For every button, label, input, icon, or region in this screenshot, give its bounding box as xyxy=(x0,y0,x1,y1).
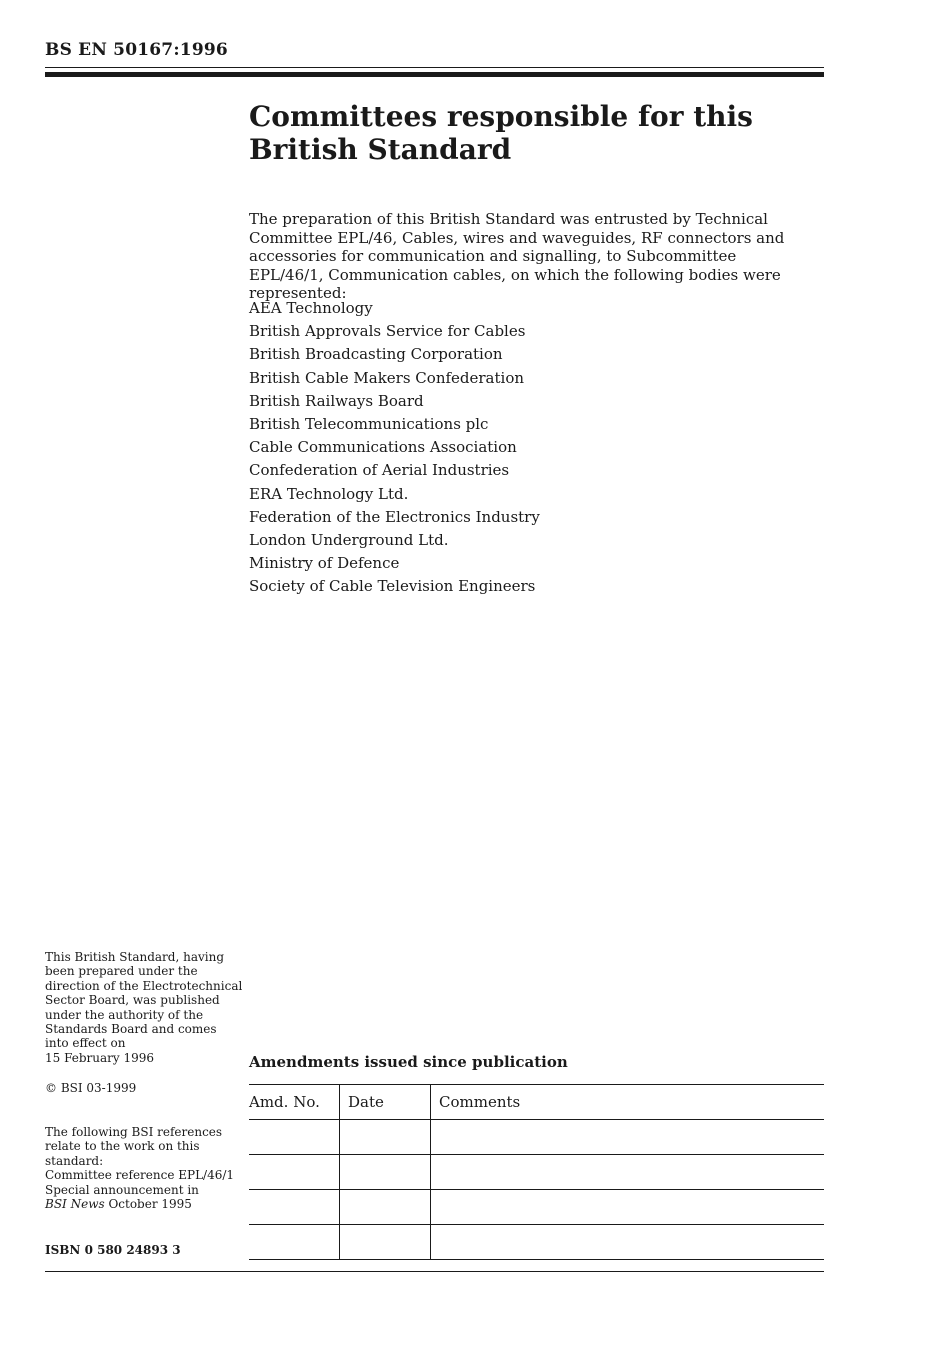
list-item: British Approvals Service for Cables xyxy=(249,322,526,341)
table-cell xyxy=(431,1155,825,1190)
note-line: This British Standard, having xyxy=(45,950,225,964)
table-row xyxy=(249,1190,824,1225)
table-cell xyxy=(249,1225,340,1260)
reference-line: standard: xyxy=(45,1153,104,1168)
list-item: British Cable Makers Confederation xyxy=(249,368,525,387)
note-line: been prepared under the xyxy=(45,964,198,979)
copyright-notice: © BSI 03-1999 xyxy=(45,1081,137,1095)
list-item: London Underground Ltd. xyxy=(249,531,449,550)
note-line: into effect on xyxy=(45,1036,126,1051)
reference-line: Special announcement in xyxy=(45,1182,199,1197)
header-rule-thick xyxy=(45,72,824,77)
column-header-amd-no: Amd. No. xyxy=(249,1085,340,1120)
list-item: British Telecommunications plc xyxy=(249,415,489,434)
list-item: Society of Cable Television Engineers xyxy=(249,577,536,596)
table-cell xyxy=(249,1120,340,1155)
amendments-title: Amendments issued since publication xyxy=(249,1053,568,1071)
title-line-1: Committees responsible for this xyxy=(249,100,753,133)
column-header-date: Date xyxy=(340,1085,431,1120)
committee-reference: Committee reference EPL/46/1 xyxy=(45,1168,235,1183)
column-header-comments: Comments xyxy=(431,1085,825,1120)
note-line: direction of the Electrotechnical xyxy=(45,978,243,993)
title-line-2: British Standard xyxy=(249,133,512,166)
table-cell xyxy=(431,1190,825,1225)
list-item: Ministry of Defence xyxy=(249,554,400,573)
note-line: Standards Board and comes xyxy=(45,1022,217,1037)
bsi-news-title: BSI News xyxy=(45,1197,105,1212)
list-item: British Railways Board xyxy=(249,391,424,410)
table-cell xyxy=(431,1225,825,1260)
table-header-row xyxy=(249,1085,824,1120)
amendments-table xyxy=(249,1084,824,1260)
table-cell xyxy=(340,1155,431,1190)
list-item: British Broadcasting Corporation xyxy=(249,345,503,364)
table-row xyxy=(249,1225,824,1260)
table-row xyxy=(249,1155,824,1190)
publication-note xyxy=(45,950,245,1065)
document-id: BS EN 50167:1996 xyxy=(45,40,228,60)
represented-bodies-list xyxy=(249,297,540,599)
bsi-news-date: October 1995 xyxy=(104,1197,192,1212)
header-rule-thin xyxy=(45,67,824,68)
list-item: Federation of the Electronics Industry xyxy=(249,507,540,526)
page-title xyxy=(249,100,809,166)
table-row xyxy=(249,1120,824,1155)
table-cell xyxy=(340,1225,431,1260)
list-item: Cable Communications Association xyxy=(249,438,517,457)
note-line: Sector Board, was published xyxy=(45,993,220,1008)
table-cell xyxy=(340,1190,431,1225)
list-item: AEA Technology xyxy=(249,299,373,317)
list-item: Confederation of Aerial Industries xyxy=(249,461,510,480)
reference-line: The following BSI references xyxy=(45,1125,223,1139)
bsi-references xyxy=(45,1125,245,1211)
table-cell xyxy=(431,1120,825,1155)
table-cell xyxy=(249,1155,340,1190)
table-cell xyxy=(340,1120,431,1155)
note-line: under the authority of the xyxy=(45,1007,204,1022)
reference-line: relate to the work on this xyxy=(45,1139,200,1154)
table-cell xyxy=(249,1190,340,1225)
footer-rule xyxy=(45,1271,824,1272)
list-item: ERA Technology Ltd. xyxy=(249,484,409,503)
intro-paragraph: The preparation of this British Standard was entrusted by Technical Committee EPL/46, Cables, wires and waveguides, RF connectors and accessories for communication and signalling, to Subcommittee EPL/46/1, Communication cables, on which the following bodies were represented: xyxy=(249,210,785,302)
isbn: ISBN 0 580 24893 3 xyxy=(45,1243,181,1257)
effective-date: 15 February 1996 xyxy=(45,1050,155,1065)
